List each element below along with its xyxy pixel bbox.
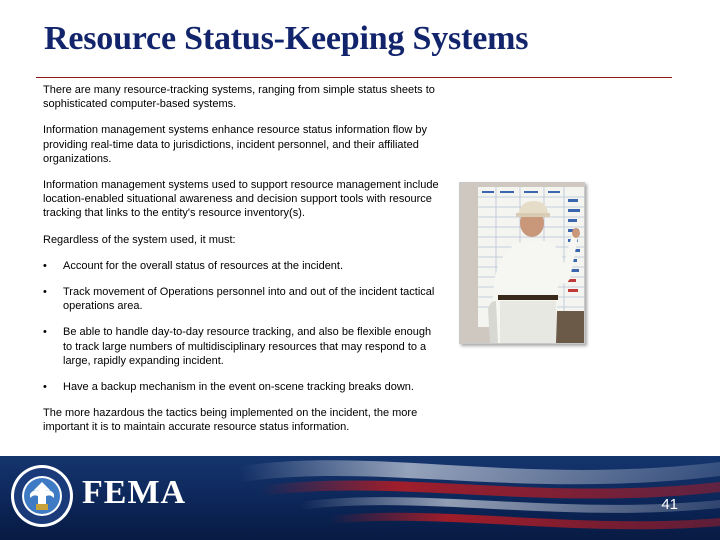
bullet-list: [43, 259, 443, 394]
dhs-seal-icon: [10, 464, 74, 528]
bullet-text: Account for the overall status of resources at the incident.: [63, 259, 344, 272]
bullet-text: Track movement of Operations personnel into and out of the incident tactical operations area.: [63, 286, 435, 313]
paragraph: There are many resource-tracking systems, ranging from simple status sheets to sophisticated computer-based systems.: [43, 84, 435, 111]
fema-logo-text: FEMA: [82, 474, 187, 511]
bullet-item: [43, 259, 443, 273]
bullet-item: [43, 285, 443, 313]
bullet-text: Have a backup mechanism in the event on-scene tracking breaks down.: [63, 381, 414, 394]
slide-body: [43, 83, 443, 447]
paragraph: Information management systems used to support resource management include location-enabled situational awareness and decision support tools with resource tracking that links to the entity's resource inventory(s).: [43, 179, 439, 220]
person-at-whiteboard-photo: [459, 182, 585, 344]
bullet-mark: •: [43, 259, 47, 272]
page-number: 41: [661, 496, 678, 513]
footer-banner: [0, 456, 720, 540]
title-divider: [36, 77, 672, 78]
bullet-mark: •: [43, 381, 47, 394]
bullet-mark: •: [43, 286, 47, 299]
slide-title: Resource Status-Keeping Systems: [44, 20, 529, 57]
paragraph: Information management systems enhance resource status information flow by providing real-time data to jurisdictions, incident personnel, and their affiliated organizations.: [43, 124, 427, 165]
bullet-item: [43, 380, 443, 394]
closing-paragraph: The more hazardous the tactics being implemented on the incident, the more important it is to maintain accurate resource status information.: [43, 407, 418, 434]
paragraph: Regardless of the system used, it must:: [43, 233, 236, 246]
bullet-mark: •: [43, 326, 47, 339]
photo-illustration: [460, 183, 584, 343]
bullet-text: Be able to handle day-to-day resource tracking, and also be flexible enough to track large numbers of multidisciplinary resources that may respond to a large, rapidly expanding incident.: [63, 326, 432, 367]
bullet-item: [43, 325, 443, 368]
